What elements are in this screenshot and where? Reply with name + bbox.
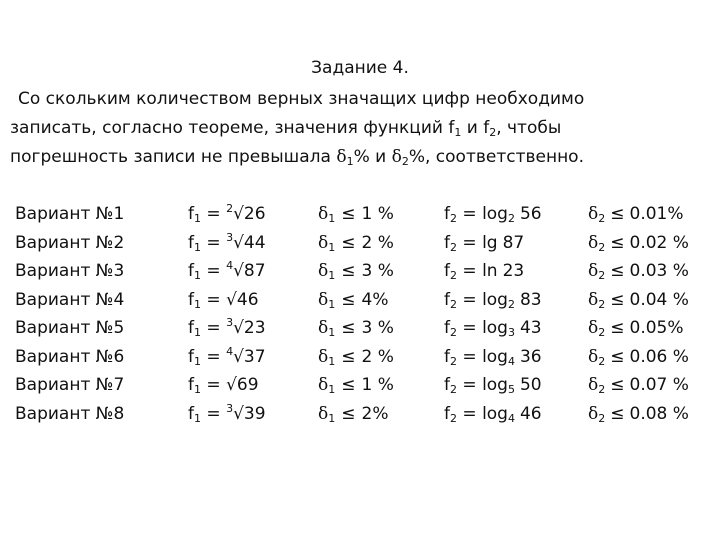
delta2-value: 0.03 %	[629, 261, 689, 281]
delta-subscript: 2	[598, 383, 606, 396]
f1-formula	[188, 229, 266, 258]
le-sign: ≤	[610, 261, 625, 281]
delta1-limit	[318, 314, 394, 343]
f2-formula	[444, 314, 542, 343]
delta1-limit	[318, 286, 388, 315]
equals-sign: =	[457, 346, 483, 367]
delta1-limit	[318, 371, 394, 400]
f-subscript: 1	[194, 326, 201, 339]
variant-label: Вариант №3	[15, 261, 125, 281]
f-subscript: 1	[194, 354, 201, 368]
delta2-value: 0.04 %	[629, 289, 689, 310]
delta1-value: 3 %	[361, 261, 394, 281]
delta1-limit	[318, 257, 394, 286]
f-subscript: 1	[194, 383, 201, 396]
f-subscript: 2	[450, 383, 457, 396]
f2-argument: 43	[519, 318, 542, 338]
f-letter: f	[188, 232, 194, 253]
q2-text-c: , чтобы	[496, 118, 562, 138]
sqrt-symbol: √	[233, 403, 244, 424]
f-letter: f	[188, 375, 194, 395]
q2-sub-2: 2	[489, 126, 497, 139]
equals-sign: =	[457, 261, 483, 281]
f2-argument: 23	[502, 261, 525, 281]
delta-symbol: δ	[318, 261, 329, 281]
f1-formula	[188, 343, 266, 372]
le-sign: ≤	[341, 403, 356, 424]
f-letter: f	[444, 204, 450, 224]
f2-formula	[444, 257, 524, 286]
f2-formula	[444, 229, 524, 258]
delta1-value: 2 %	[361, 346, 394, 367]
delta1-value: 1 %	[361, 375, 394, 395]
f1-formula	[188, 286, 259, 315]
q3-text-c: %, соответственно.	[408, 147, 584, 167]
variant-label: Вариант №5	[15, 318, 125, 338]
equals-sign: =	[457, 375, 483, 395]
delta-symbol: δ	[318, 318, 329, 338]
delta-symbol: δ	[588, 204, 599, 224]
delta-symbol: δ	[391, 147, 402, 167]
f-letter: f	[444, 261, 450, 281]
equals-sign: =	[201, 261, 227, 281]
f-subscript: 1	[194, 212, 201, 225]
delta2-limit	[588, 200, 684, 229]
le-sign: ≤	[610, 232, 625, 253]
le-sign: ≤	[341, 261, 356, 281]
q3-sub-2: 2	[401, 155, 409, 168]
delta-symbol: δ	[318, 403, 329, 424]
delta-subscript: 1	[328, 240, 336, 254]
f1-formula	[188, 200, 266, 229]
equals-sign: =	[201, 346, 227, 367]
f-letter: f	[188, 346, 194, 367]
f1-argument: 37	[243, 346, 266, 367]
f-subscript: 2	[450, 326, 457, 339]
f-letter: f	[188, 318, 194, 338]
delta2-value: 0.02 %	[629, 232, 689, 253]
f-subscript: 2	[450, 411, 457, 425]
log-base: 5	[507, 383, 515, 396]
q2-sub-1: 1	[454, 126, 462, 139]
sqrt-symbol: √	[233, 204, 244, 224]
f2-formula	[444, 343, 542, 372]
delta2-limit	[588, 286, 689, 315]
f2-argument: 87	[502, 232, 525, 253]
delta1-limit	[318, 343, 394, 372]
delta-symbol: δ	[318, 346, 329, 367]
le-sign: ≤	[341, 318, 356, 338]
delta-subscript: 1	[328, 326, 336, 339]
question-line-2	[10, 118, 561, 138]
equals-sign: =	[201, 289, 227, 310]
f-subscript: 2	[450, 240, 457, 254]
q3-text-b: % и	[353, 147, 392, 167]
root-index: 3	[226, 316, 234, 329]
delta-symbol: δ	[588, 261, 599, 281]
delta2-limit	[588, 371, 689, 400]
root-index: 4	[226, 344, 234, 358]
delta-subscript: 2	[598, 269, 606, 282]
variant-label: Вариант №4	[15, 289, 125, 310]
root-index: 3	[226, 230, 234, 244]
delta-symbol: δ	[588, 403, 599, 424]
delta2-value: 0.01%	[629, 204, 684, 224]
f-letter: f	[444, 346, 450, 367]
q2-text-b: и f	[461, 118, 490, 138]
f-subscript: 1	[194, 411, 201, 425]
q3-text-a: погрешность записи не превышала	[10, 147, 337, 167]
equals-sign: =	[457, 232, 483, 253]
le-sign: ≤	[341, 375, 356, 395]
f2-argument: 50	[519, 375, 542, 395]
f1-formula	[188, 314, 266, 343]
delta2-value: 0.06 %	[629, 346, 689, 367]
delta1-value: 1 %	[361, 204, 394, 224]
delta-subscript: 1	[328, 354, 336, 368]
function-name: log	[482, 204, 508, 224]
sqrt-symbol: √	[233, 346, 244, 367]
f-letter: f	[188, 403, 194, 424]
delta-symbol: δ	[588, 232, 599, 253]
f-subscript: 2	[450, 212, 457, 225]
delta1-limit	[318, 200, 394, 229]
question-line-3	[10, 147, 584, 167]
f1-argument: 87	[243, 261, 266, 281]
f2-formula	[444, 400, 542, 429]
le-sign: ≤	[610, 204, 625, 224]
delta-subscript: 2	[598, 212, 606, 225]
f-subscript: 1	[194, 297, 201, 311]
le-sign: ≤	[610, 403, 625, 424]
question-line-1: Со скольким количеством верных значащих цифр необходимо	[18, 89, 585, 109]
f2-argument: 83	[519, 289, 542, 310]
function-name: ln	[482, 261, 498, 281]
delta2-limit	[588, 257, 689, 286]
log-base: 4	[507, 411, 515, 425]
function-name: log	[482, 403, 508, 424]
task-title: Задание 4.	[311, 58, 409, 78]
f-subscript: 1	[194, 240, 201, 254]
variant-label: Вариант №1	[15, 204, 125, 224]
delta2-value: 0.05%	[629, 318, 684, 338]
equals-sign: =	[457, 403, 483, 424]
root-index: 3	[226, 401, 234, 415]
function-name: log	[482, 318, 508, 338]
f-letter: f	[188, 289, 194, 310]
variant-label: Вариант №7	[15, 375, 125, 395]
equals-sign: =	[457, 204, 483, 224]
function-name: log	[482, 375, 508, 395]
delta-subscript: 2	[598, 411, 606, 425]
delta-subscript: 2	[598, 240, 606, 254]
delta-subscript: 2	[598, 354, 606, 368]
delta-symbol: δ	[588, 318, 599, 338]
variant-label: Вариант №8	[15, 403, 125, 424]
delta-symbol: δ	[588, 346, 599, 367]
le-sign: ≤	[341, 346, 356, 367]
sqrt-symbol: √	[226, 375, 237, 395]
equals-sign: =	[201, 375, 227, 395]
sqrt-symbol: √	[233, 318, 244, 338]
variant-label: Вариант №6	[15, 346, 125, 367]
f-letter: f	[188, 261, 194, 281]
f-subscript: 2	[450, 269, 457, 282]
log-base: 3	[507, 326, 515, 339]
equals-sign: =	[457, 289, 483, 310]
delta1-limit	[318, 229, 394, 258]
delta1-limit	[318, 400, 388, 429]
delta-subscript: 1	[328, 297, 336, 311]
le-sign: ≤	[610, 375, 625, 395]
f-letter: f	[444, 232, 450, 253]
f2-argument: 46	[519, 403, 542, 424]
le-sign: ≤	[341, 232, 356, 253]
delta2-limit	[588, 400, 689, 429]
f1-formula	[188, 257, 266, 286]
le-sign: ≤	[341, 204, 356, 224]
f1-argument: 39	[243, 403, 266, 424]
f-subscript: 1	[194, 269, 201, 282]
equals-sign: =	[201, 204, 227, 224]
f-subscript: 2	[450, 297, 457, 311]
delta-subscript: 1	[328, 212, 336, 225]
log-base: 2	[507, 212, 515, 225]
delta-subscript: 1	[328, 269, 336, 282]
log-base: 4	[507, 354, 515, 368]
f1-formula	[188, 400, 266, 429]
function-name: log	[482, 289, 508, 310]
f-letter: f	[444, 375, 450, 395]
delta-symbol: δ	[588, 375, 599, 395]
delta-symbol: δ	[588, 289, 599, 310]
delta-symbol: δ	[318, 375, 329, 395]
variant-label: Вариант №2	[15, 232, 125, 253]
delta-symbol: δ	[318, 289, 329, 310]
sqrt-symbol: √	[233, 261, 244, 281]
equals-sign: =	[201, 318, 227, 338]
function-name: log	[482, 346, 508, 367]
le-sign: ≤	[341, 289, 356, 310]
root-index: 2	[226, 202, 234, 215]
delta2-value: 0.08 %	[629, 403, 689, 424]
f1-formula	[188, 371, 259, 400]
f1-argument: 44	[243, 232, 266, 253]
f1-argument: 46	[236, 289, 259, 310]
f1-argument: 69	[236, 375, 259, 395]
f-subscript: 2	[450, 354, 457, 368]
le-sign: ≤	[610, 346, 625, 367]
f2-formula	[444, 200, 542, 229]
delta-subscript: 2	[598, 326, 606, 339]
sqrt-symbol: √	[226, 289, 237, 310]
delta-symbol: δ	[318, 232, 329, 253]
equals-sign: =	[201, 232, 227, 253]
delta-subscript: 2	[598, 297, 606, 311]
f2-formula	[444, 371, 542, 400]
delta1-value: 4%	[361, 289, 389, 310]
f-letter: f	[444, 403, 450, 424]
le-sign: ≤	[610, 289, 625, 310]
log-base: 2	[507, 297, 515, 311]
f2-formula	[444, 286, 542, 315]
function-name: lg	[482, 232, 498, 253]
delta2-limit	[588, 229, 689, 258]
f2-argument: 36	[519, 346, 542, 367]
delta2-limit	[588, 314, 684, 343]
delta1-value: 3 %	[361, 318, 394, 338]
delta1-value: 2%	[361, 403, 389, 424]
f1-argument: 26	[243, 204, 266, 224]
root-index: 4	[226, 259, 234, 272]
equals-sign: =	[201, 403, 227, 424]
delta-subscript: 1	[328, 383, 336, 396]
delta-symbol: δ	[336, 147, 347, 167]
delta-symbol: δ	[318, 204, 329, 224]
le-sign: ≤	[610, 318, 625, 338]
f2-argument: 56	[519, 204, 542, 224]
f-letter: f	[188, 204, 194, 224]
equals-sign: =	[457, 318, 483, 338]
q3-sub-1: 1	[346, 155, 354, 168]
delta1-value: 2 %	[361, 232, 394, 253]
q2-text-a: записать, согласно теореме, значения функций f	[10, 118, 455, 138]
f-letter: f	[444, 318, 450, 338]
delta-subscript: 1	[328, 411, 336, 425]
sqrt-symbol: √	[233, 232, 244, 253]
delta2-limit	[588, 343, 689, 372]
delta2-value: 0.07 %	[629, 375, 689, 395]
f-letter: f	[444, 289, 450, 310]
f1-argument: 23	[243, 318, 266, 338]
